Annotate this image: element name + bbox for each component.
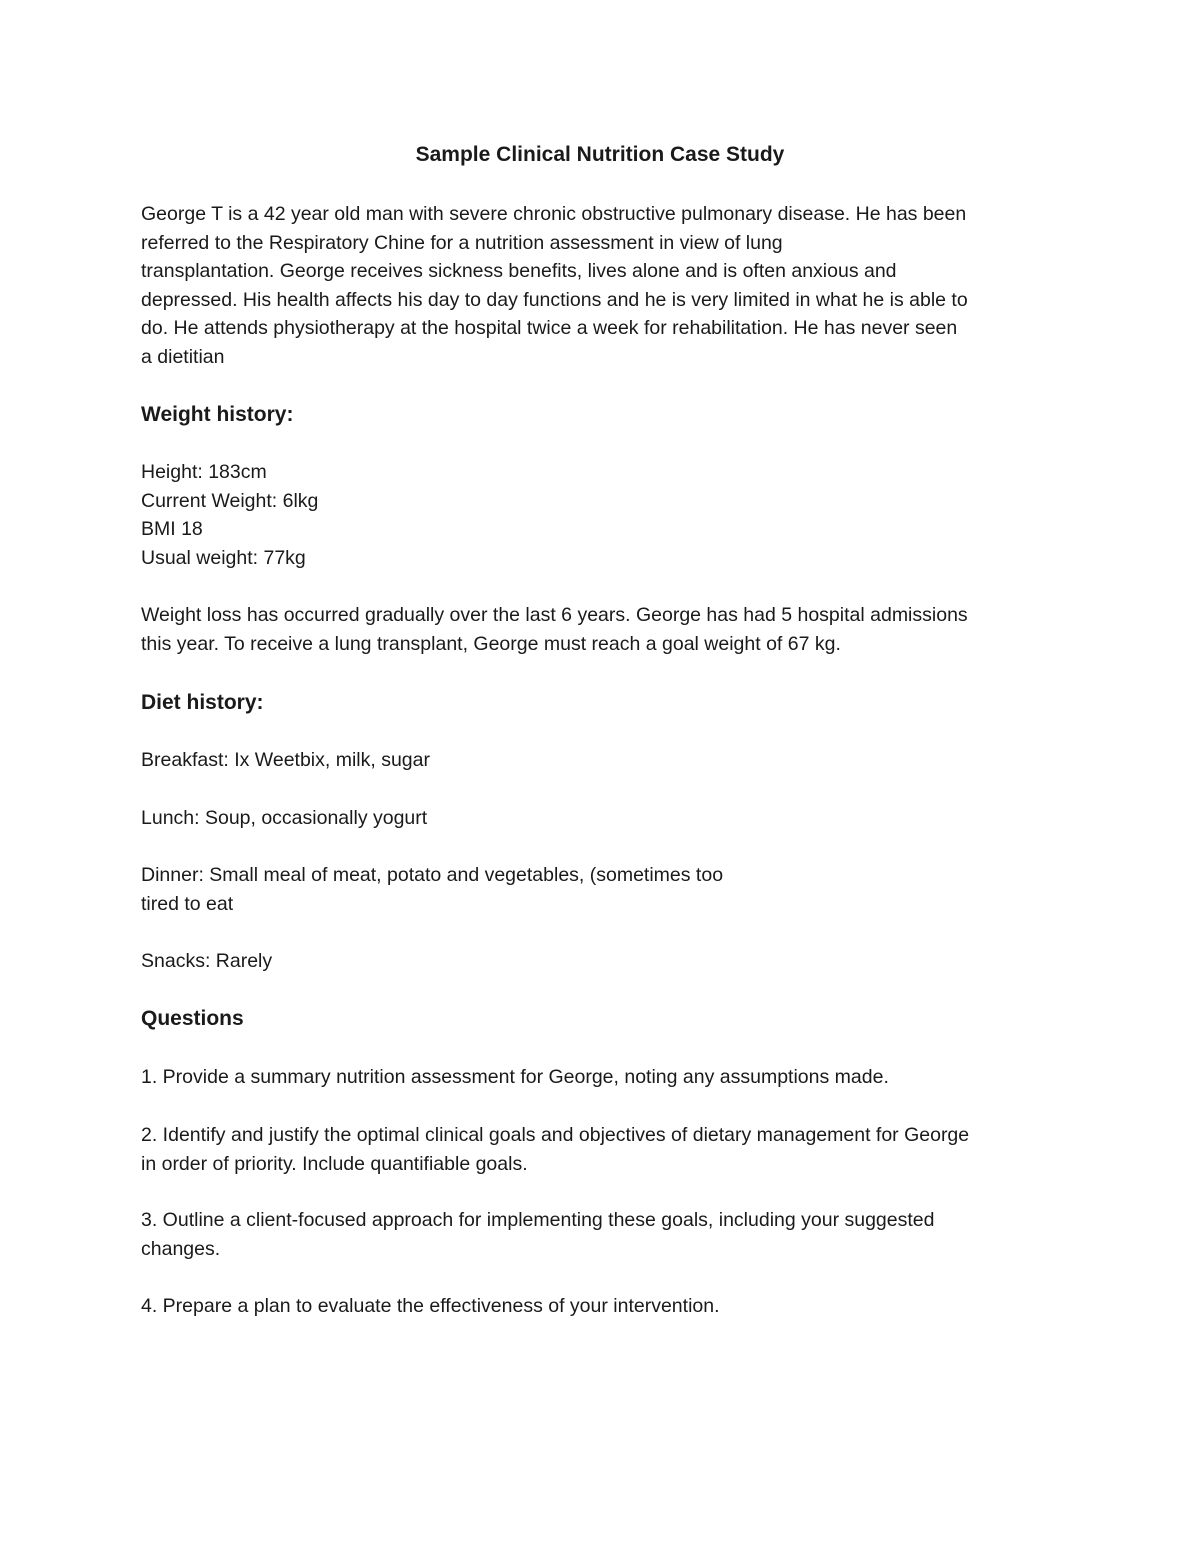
- question-line: 2. Identify and justify the optimal clinical goals and objectives of dietary management for George: [141, 1124, 970, 1146]
- diet-breakfast: Breakfast: Ix Weetbix, milk, sugar: [141, 749, 430, 771]
- diet-dinner-line: tired to eat: [141, 892, 234, 915]
- question-line: in order of priority. Include quantifiable goals.: [141, 1152, 528, 1175]
- weight-loss-paragraph: [141, 601, 1071, 658]
- intro-line: do. He attends physiotherapy at the hospital twice a week for rehabilitation. He has never seen: [141, 317, 958, 339]
- diet-snacks: Snacks: Rarely: [141, 950, 273, 972]
- document-title: Sample Clinical Nutrition Case Study: [415, 143, 785, 166]
- question-line: changes.: [141, 1237, 221, 1260]
- question-line: 1. Provide a summary nutrition assessment for George, noting any assumptions made.: [141, 1066, 889, 1088]
- weight-loss-line: this year. To receive a lung transplant, George must reach a goal weight of 67 kg.: [141, 632, 841, 655]
- diet-dinner-line: Dinner: Small meal of meat, potato and vegetables, (sometimes too: [141, 864, 724, 886]
- question-line: 3. Outline a client-focused approach for implementing these goals, including your suggested: [141, 1209, 935, 1231]
- questions-heading: Questions: [141, 1007, 244, 1030]
- intro-line: referred to the Respiratory Chine for a nutrition assessment in view of lung: [141, 231, 783, 254]
- diet-lunch: Lunch: Soup, occasionally yogurt: [141, 807, 428, 829]
- weight-usual: Usual weight: 77kg: [141, 546, 306, 569]
- question-line: 4. Prepare a plan to evaluate the effectiveness of your intervention.: [141, 1295, 720, 1317]
- question-4: [141, 1292, 1071, 1321]
- weight-history-list: [141, 458, 1071, 572]
- intro-line: a dietitian: [141, 345, 225, 368]
- weight-bmi: BMI 18: [141, 518, 203, 540]
- question-1: [141, 1063, 1071, 1092]
- question-3: [141, 1206, 1071, 1263]
- intro-line: George T is a 42 year old man with severe chronic obstructive pulmonary disease. He has been: [141, 203, 967, 225]
- intro-line: depressed. His health affects his day to day functions and he is very limited in what he is able to: [141, 288, 968, 311]
- weight-history-heading: Weight history:: [141, 403, 294, 426]
- intro-line: transplantation. George receives sickness benefits, lives alone and is often anxious and: [141, 260, 897, 282]
- diet-history-heading: Diet history:: [141, 691, 264, 714]
- intro-paragraph: [141, 200, 1071, 371]
- question-2: [141, 1121, 1071, 1178]
- weight-loss-line: Weight loss has occurred gradually over the last 6 years. George has had 5 hospital admissions: [141, 604, 968, 626]
- weight-height: Height: 183cm: [141, 461, 267, 483]
- weight-current: Current Weight: 6lkg: [141, 489, 319, 512]
- diet-dinner: [141, 861, 1071, 918]
